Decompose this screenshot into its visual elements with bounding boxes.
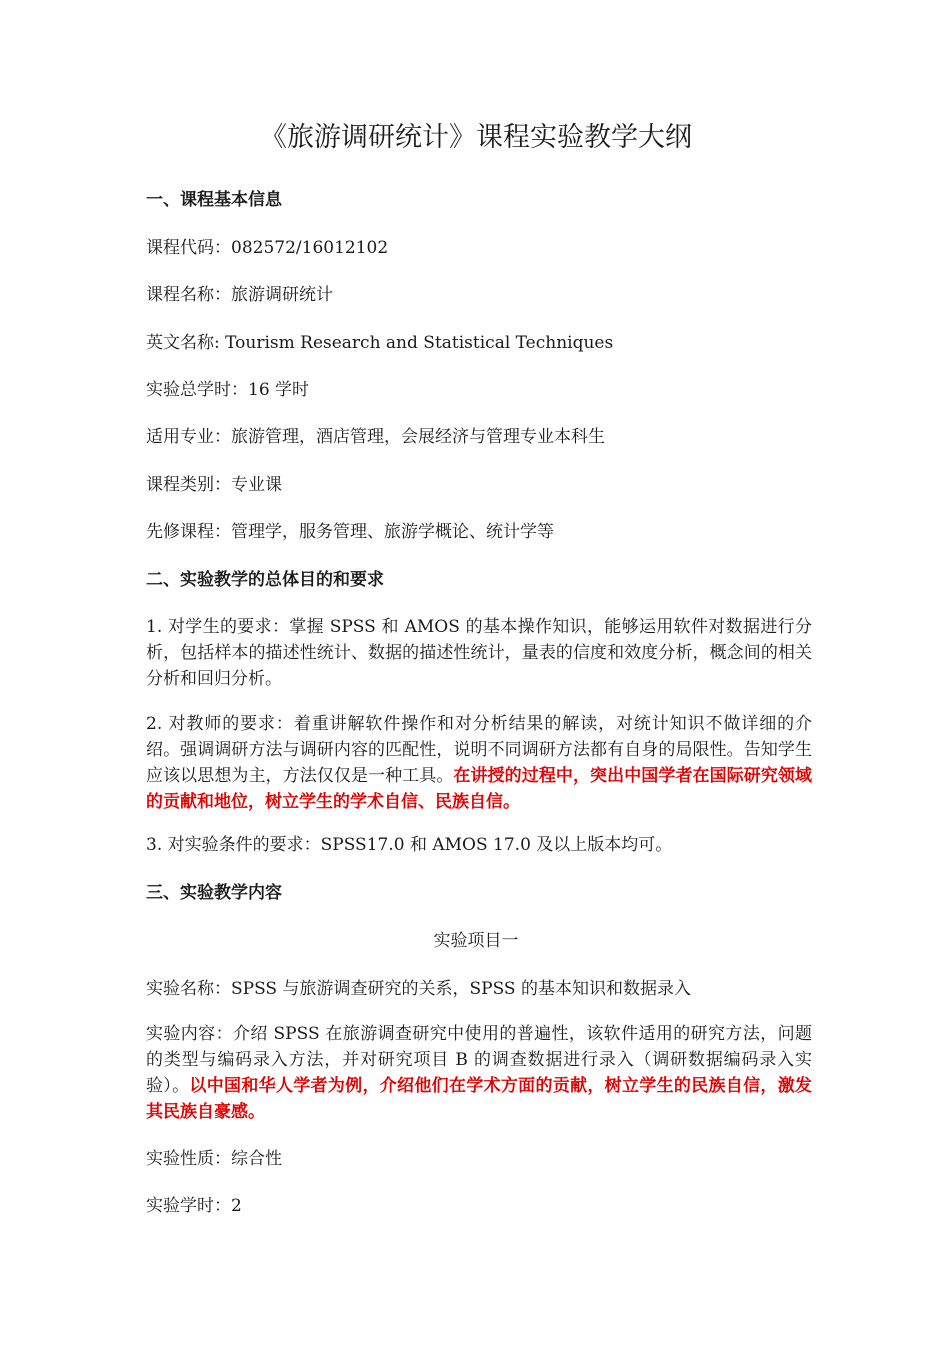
section-heading-content: 三、实验教学内容 [146, 883, 282, 903]
prerequisites: 先修课程：管理学，服务管理、旅游学概论、统计学等 [146, 522, 554, 542]
total-hours: 实验总学时：16 学时 [146, 380, 310, 400]
applicable-majors: 适用专业：旅游管理，酒店管理，会展经济与管理专业本科生 [146, 427, 605, 447]
experiment-name: 实验名称：SPSS 与旅游调查研究的关系，SPSS 的基本知识和数据录入 [146, 979, 691, 999]
requirement-conditions: 3. 对实验条件的要求：SPSS17.0 和 AMOS 17.0 及以上版本均可。 [146, 835, 673, 855]
section-heading-goals: 二、实验教学的总体目的和要求 [146, 570, 384, 590]
document-title: 《旅游调研统计》课程实验教学大纲 [260, 122, 692, 153]
section-heading-basic-info: 一、课程基本信息 [146, 190, 282, 210]
experiment-hours: 实验学时：2 [146, 1196, 242, 1216]
experiment-nature: 实验性质：综合性 [146, 1149, 282, 1169]
course-category: 课程类别：专业课 [146, 475, 282, 495]
course-code: 课程代码：082572/16012102 [146, 238, 389, 258]
project-title: 实验项目一 [433, 931, 519, 951]
experiment-content-highlight: 以中国和华人学者为例，介绍他们在学术方面的贡献，树立学生的民族自信，激发其民族自豪感。 [146, 1076, 813, 1122]
experiment-content-text: 实验内容：介绍 SPSS 在旅游调查研究中使用的普遍性，该软件适用的研究方法，问题的类型与编码录入方法，并对研究项目 B 的调查数据进行录入（调研数据编码录入实验）。 [146, 1024, 812, 1096]
requirement-students: 1. 对学生的要求：掌握 SPSS 和 AMOS 的基本操作知识，能够运用软件对数据进行分析，包括样本的描述性统计、数据的描述性统计，量表的信度和效度分析，概念间的相关分析和回归分析。 [146, 617, 812, 689]
requirement-teachers-highlight: 在讲授的过程中，突出中国学者在国际研究领域的贡献和地位，树立学生的学术自信、民族自信。 [146, 766, 813, 812]
english-name: 英文名称: Tourism Research and Statistical Techniques [146, 333, 614, 353]
experiment-content [146, 1021, 812, 1125]
requirement-teachers-text: 2. 对教师的要求：着重讲解软件操作和对分析结果的解读，对统计知识不做详细的介绍。强调调研方法与调研内容的匹配性，说明不同调研方法都有自身的局限性。告知学生应该以思想为主，方法仅仅是一种工具。 [146, 714, 812, 786]
requirement-teachers [146, 711, 812, 815]
course-name: 课程名称：旅游调研统计 [146, 285, 333, 305]
